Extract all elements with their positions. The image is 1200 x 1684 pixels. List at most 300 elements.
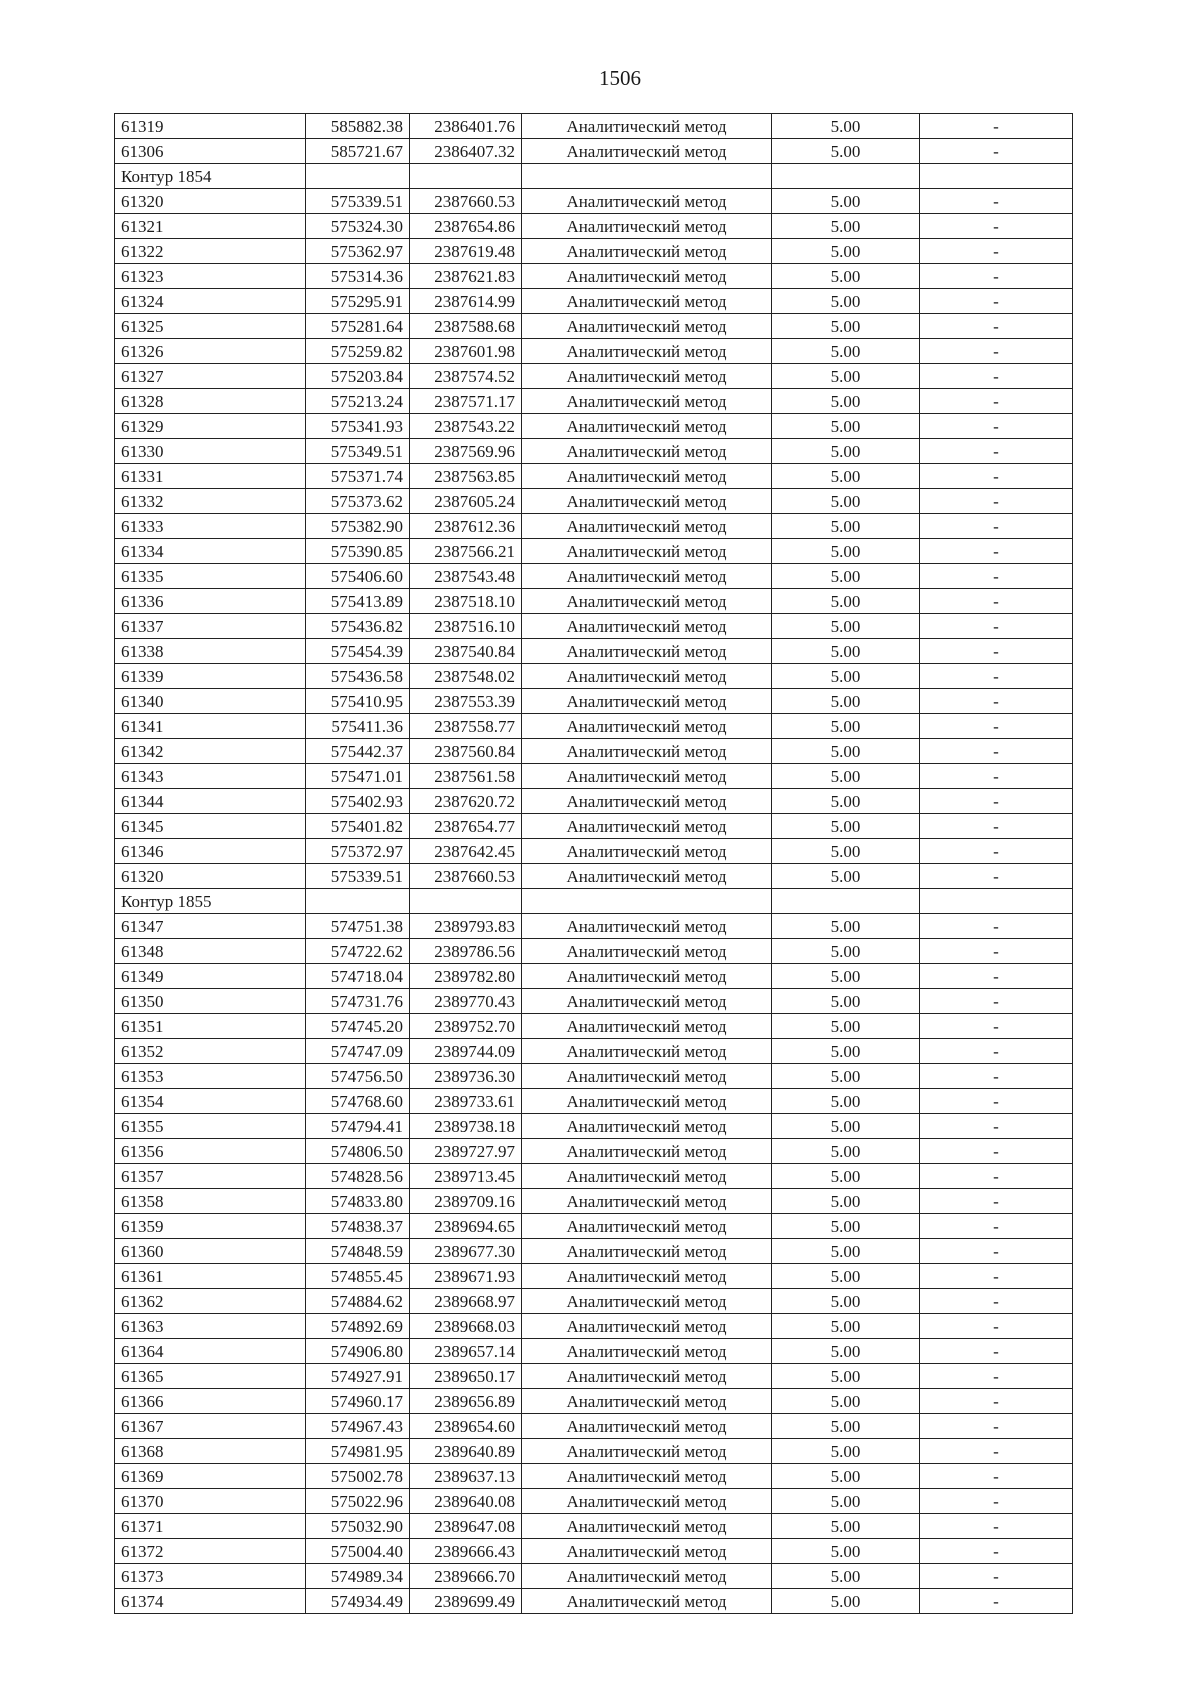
x-coordinate-cell: 575371.74 [306,464,410,489]
accuracy-cell: 5.00 [772,514,920,539]
x-coordinate-cell: 575436.82 [306,614,410,639]
accuracy-cell: 5.00 [772,1064,920,1089]
point-id-cell: 61356 [115,1139,306,1164]
y-coordinate-cell: 2387660.53 [410,864,522,889]
accuracy-cell: 5.00 [772,1039,920,1064]
method-cell: Аналитический метод [522,589,772,614]
method-cell: Аналитический метод [522,1389,772,1414]
y-coordinate-cell: 2389782.80 [410,964,522,989]
x-coordinate-cell: 575339.51 [306,189,410,214]
y-coordinate-cell: 2389637.13 [410,1464,522,1489]
table-row [115,964,1073,989]
accuracy-cell: 5.00 [772,589,920,614]
x-coordinate-cell: 575373.62 [306,489,410,514]
point-id-cell: 61358 [115,1189,306,1214]
y-coordinate-cell: 2389738.18 [410,1114,522,1139]
table-row [115,1014,1073,1039]
point-id-cell: 61349 [115,964,306,989]
point-id-cell: 61361 [115,1264,306,1289]
accuracy-cell: 5.00 [772,464,920,489]
accuracy-cell: 5.00 [772,1414,920,1439]
accuracy-cell: 5.00 [772,339,920,364]
accuracy-cell: 5.00 [772,939,920,964]
accuracy-cell: 5.00 [772,239,920,264]
method-cell: Аналитический метод [522,339,772,364]
table-row [115,764,1073,789]
table-row [115,1239,1073,1264]
x-coordinate-cell: 575442.37 [306,739,410,764]
x-coordinate-cell: 575349.51 [306,439,410,464]
method-cell: Аналитический метод [522,1164,772,1189]
y-coordinate-cell: 2387660.53 [410,189,522,214]
point-id-cell: 61330 [115,439,306,464]
point-id-cell: 61362 [115,1289,306,1314]
method-cell: Аналитический метод [522,614,772,639]
method-cell: Аналитический метод [522,564,772,589]
method-cell: Аналитический метод [522,1364,772,1389]
y-coordinate-cell: 2387612.36 [410,514,522,539]
x-coordinate-cell: 574989.34 [306,1564,410,1589]
method-cell: Аналитический метод [522,489,772,514]
table-row [115,1314,1073,1339]
point-id-cell: 61371 [115,1514,306,1539]
y-coordinate-cell: 2387654.86 [410,214,522,239]
x-coordinate-cell: 574794.41 [306,1114,410,1139]
table-row [115,1064,1073,1089]
point-id-cell: 61357 [115,1164,306,1189]
empty-cell [920,889,1073,914]
x-coordinate-cell: 575314.36 [306,264,410,289]
table-row [115,639,1073,664]
accuracy-cell: 5.00 [772,1114,920,1139]
note-cell: - [920,189,1073,214]
y-coordinate-cell: 2389657.14 [410,1339,522,1364]
y-coordinate-cell: 2389640.08 [410,1489,522,1514]
point-id-cell: 61335 [115,564,306,589]
y-coordinate-cell: 2387516.10 [410,614,522,639]
accuracy-cell: 5.00 [772,414,920,439]
table-row [115,139,1073,164]
accuracy-cell: 5.00 [772,714,920,739]
table-row [115,214,1073,239]
accuracy-cell: 5.00 [772,989,920,1014]
y-coordinate-cell: 2387614.99 [410,289,522,314]
x-coordinate-cell: 575295.91 [306,289,410,314]
accuracy-cell: 5.00 [772,1214,920,1239]
accuracy-cell: 5.00 [772,314,920,339]
point-id-cell: 61360 [115,1239,306,1264]
method-cell: Аналитический метод [522,239,772,264]
x-coordinate-cell: 575372.97 [306,839,410,864]
note-cell: - [920,1489,1073,1514]
accuracy-cell: 5.00 [772,1564,920,1589]
x-coordinate-cell: 575413.89 [306,589,410,614]
accuracy-cell: 5.00 [772,1589,920,1614]
table-row [115,539,1073,564]
method-cell: Аналитический метод [522,1439,772,1464]
table-row [115,289,1073,314]
note-cell: - [920,314,1073,339]
note-cell: - [920,764,1073,789]
table-row [115,664,1073,689]
method-cell: Аналитический метод [522,964,772,989]
table-row [115,1339,1073,1364]
table-row [115,239,1073,264]
method-cell: Аналитический метод [522,1114,772,1139]
method-cell: Аналитический метод [522,1239,772,1264]
accuracy-cell: 5.00 [772,1164,920,1189]
y-coordinate-cell: 2387561.58 [410,764,522,789]
point-id-cell: 61344 [115,789,306,814]
x-coordinate-cell: 574884.62 [306,1289,410,1314]
table-row [115,264,1073,289]
note-cell: - [920,839,1073,864]
note-cell: - [920,964,1073,989]
point-id-cell: 61336 [115,589,306,614]
point-id-cell: 61346 [115,839,306,864]
note-cell: - [920,1464,1073,1489]
note-cell: - [920,539,1073,564]
method-cell: Аналитический метод [522,1089,772,1114]
note-cell: - [920,1439,1073,1464]
method-cell: Аналитический метод [522,1564,772,1589]
note-cell: - [920,514,1073,539]
accuracy-cell: 5.00 [772,1239,920,1264]
note-cell: - [920,864,1073,889]
method-cell: Аналитический метод [522,1414,772,1439]
accuracy-cell: 5.00 [772,439,920,464]
note-cell: - [920,689,1073,714]
empty-cell [306,164,410,189]
point-id-cell: 61322 [115,239,306,264]
y-coordinate-cell: 2387601.98 [410,339,522,364]
table-row [115,1589,1073,1614]
table-row [115,739,1073,764]
x-coordinate-cell: 575454.39 [306,639,410,664]
point-id-cell: 61366 [115,1389,306,1414]
note-cell: - [920,1514,1073,1539]
point-id-cell: 61332 [115,489,306,514]
y-coordinate-cell: 2389666.70 [410,1564,522,1589]
point-id-cell: 61368 [115,1439,306,1464]
accuracy-cell: 5.00 [772,1364,920,1389]
table-row [115,564,1073,589]
x-coordinate-cell: 575032.90 [306,1514,410,1539]
method-cell: Аналитический метод [522,464,772,489]
accuracy-cell: 5.00 [772,139,920,164]
y-coordinate-cell: 2389752.70 [410,1014,522,1039]
table-row [115,1514,1073,1539]
y-coordinate-cell: 2389699.49 [410,1589,522,1614]
table-row [115,414,1073,439]
x-coordinate-cell: 574960.17 [306,1389,410,1414]
note-cell: - [920,264,1073,289]
x-coordinate-cell: 574745.20 [306,1014,410,1039]
accuracy-cell: 5.00 [772,364,920,389]
x-coordinate-cell: 574722.62 [306,939,410,964]
y-coordinate-cell: 2389677.30 [410,1239,522,1264]
accuracy-cell: 5.00 [772,1014,920,1039]
y-coordinate-cell: 2389647.08 [410,1514,522,1539]
y-coordinate-cell: 2389709.16 [410,1189,522,1214]
x-coordinate-cell: 574718.04 [306,964,410,989]
note-cell: - [920,1014,1073,1039]
y-coordinate-cell: 2389733.61 [410,1089,522,1114]
empty-cell [772,889,920,914]
point-id-cell: 61320 [115,189,306,214]
table-row [115,1439,1073,1464]
x-coordinate-cell: 575339.51 [306,864,410,889]
method-cell: Аналитический метод [522,214,772,239]
y-coordinate-cell: 2387588.68 [410,314,522,339]
point-id-cell: 61354 [115,1089,306,1114]
table-row [115,789,1073,814]
table-row [115,1489,1073,1514]
y-coordinate-cell: 2389654.60 [410,1414,522,1439]
note-cell: - [920,1289,1073,1314]
x-coordinate-cell: 575022.96 [306,1489,410,1514]
table-row [115,989,1073,1014]
y-coordinate-cell: 2387518.10 [410,589,522,614]
x-coordinate-cell: 574768.60 [306,1089,410,1114]
note-cell: - [920,1139,1073,1164]
point-id-cell: 61363 [115,1314,306,1339]
method-cell: Аналитический метод [522,664,772,689]
y-coordinate-cell: 2389736.30 [410,1064,522,1089]
accuracy-cell: 5.00 [772,289,920,314]
y-coordinate-cell: 2389770.43 [410,989,522,1014]
contour-title: Контур 1855 [115,889,306,914]
method-cell: Аналитический метод [522,639,772,664]
y-coordinate-cell: 2387563.85 [410,464,522,489]
accuracy-cell: 5.00 [772,764,920,789]
x-coordinate-cell: 574747.09 [306,1039,410,1064]
x-coordinate-cell: 575341.93 [306,414,410,439]
table-row [115,439,1073,464]
note-cell: - [920,214,1073,239]
x-coordinate-cell: 575203.84 [306,364,410,389]
point-id-cell: 61326 [115,339,306,364]
method-cell: Аналитический метод [522,1464,772,1489]
table-row [115,1089,1073,1114]
method-cell: Аналитический метод [522,264,772,289]
accuracy-cell: 5.00 [772,1514,920,1539]
point-id-cell: 61359 [115,1214,306,1239]
accuracy-cell: 5.00 [772,264,920,289]
accuracy-cell: 5.00 [772,1389,920,1414]
point-id-cell: 61352 [115,1039,306,1064]
accuracy-cell: 5.00 [772,639,920,664]
note-cell: - [920,614,1073,639]
method-cell: Аналитический метод [522,1189,772,1214]
point-id-cell: 61345 [115,814,306,839]
note-cell: - [920,464,1073,489]
method-cell: Аналитический метод [522,1539,772,1564]
table-row [115,1164,1073,1189]
method-cell: Аналитический метод [522,914,772,939]
accuracy-cell: 5.00 [772,389,920,414]
note-cell: - [920,1039,1073,1064]
note-cell: - [920,1164,1073,1189]
table-row [115,1539,1073,1564]
x-coordinate-cell: 575436.58 [306,664,410,689]
accuracy-cell: 5.00 [772,489,920,514]
note-cell: - [920,739,1073,764]
y-coordinate-cell: 2387548.02 [410,664,522,689]
x-coordinate-cell: 585882.38 [306,114,410,139]
accuracy-cell: 5.00 [772,1289,920,1314]
point-id-cell: 61325 [115,314,306,339]
accuracy-cell: 5.00 [772,839,920,864]
coordinates-table-body [115,114,1073,1614]
y-coordinate-cell: 2389793.83 [410,914,522,939]
y-coordinate-cell: 2387642.45 [410,839,522,864]
x-coordinate-cell: 575401.82 [306,814,410,839]
y-coordinate-cell: 2389650.17 [410,1364,522,1389]
point-id-cell: 61331 [115,464,306,489]
x-coordinate-cell: 574855.45 [306,1264,410,1289]
y-coordinate-cell: 2387574.52 [410,364,522,389]
note-cell: - [920,914,1073,939]
note-cell: - [920,664,1073,689]
note-cell: - [920,389,1073,414]
note-cell: - [920,239,1073,264]
accuracy-cell: 5.00 [772,689,920,714]
point-id-cell: 61347 [115,914,306,939]
accuracy-cell: 5.00 [772,664,920,689]
point-id-cell: 61333 [115,514,306,539]
accuracy-cell: 5.00 [772,1539,920,1564]
point-id-cell: 61350 [115,989,306,1014]
coordinates-table [114,113,1073,1614]
y-coordinate-cell: 2389727.97 [410,1139,522,1164]
method-cell: Аналитический метод [522,864,772,889]
x-coordinate-cell: 575002.78 [306,1464,410,1489]
point-id-cell: 61327 [115,364,306,389]
note-cell: - [920,339,1073,364]
point-id-cell: 61364 [115,1339,306,1364]
table-row [115,489,1073,514]
y-coordinate-cell: 2387571.17 [410,389,522,414]
point-id-cell: 61338 [115,639,306,664]
method-cell: Аналитический метод [522,539,772,564]
x-coordinate-cell: 575362.97 [306,239,410,264]
method-cell: Аналитический метод [522,714,772,739]
y-coordinate-cell: 2387543.22 [410,414,522,439]
x-coordinate-cell: 575390.85 [306,539,410,564]
accuracy-cell: 5.00 [772,914,920,939]
y-coordinate-cell: 2387605.24 [410,489,522,514]
y-coordinate-cell: 2389640.89 [410,1439,522,1464]
x-coordinate-cell: 575406.60 [306,564,410,589]
method-cell: Аналитический метод [522,1289,772,1314]
point-id-cell: 61374 [115,1589,306,1614]
method-cell: Аналитический метод [522,414,772,439]
note-cell: - [920,1114,1073,1139]
accuracy-cell: 5.00 [772,1139,920,1164]
table-row [115,1189,1073,1214]
note-cell: - [920,989,1073,1014]
accuracy-cell: 5.00 [772,1089,920,1114]
y-coordinate-cell: 2389668.03 [410,1314,522,1339]
y-coordinate-cell: 2387553.39 [410,689,522,714]
y-coordinate-cell: 2387558.77 [410,714,522,739]
point-id-cell: 61329 [115,414,306,439]
table-row [115,714,1073,739]
point-id-cell: 61320 [115,864,306,889]
y-coordinate-cell: 2387540.84 [410,639,522,664]
table-row [115,389,1073,414]
point-id-cell: 61343 [115,764,306,789]
accuracy-cell: 5.00 [772,1314,920,1339]
method-cell: Аналитический метод [522,989,772,1014]
accuracy-cell: 5.00 [772,739,920,764]
y-coordinate-cell: 2389713.45 [410,1164,522,1189]
accuracy-cell: 5.00 [772,614,920,639]
note-cell: - [920,139,1073,164]
point-id-cell: 61321 [115,214,306,239]
note-cell: - [920,814,1073,839]
empty-cell [522,164,772,189]
table-row [115,1039,1073,1064]
method-cell: Аналитический метод [522,1214,772,1239]
method-cell: Аналитический метод [522,1039,772,1064]
point-id-cell: 61372 [115,1539,306,1564]
table-row [115,314,1073,339]
note-cell: - [920,589,1073,614]
note-cell: - [920,1389,1073,1414]
accuracy-cell: 5.00 [772,1439,920,1464]
x-coordinate-cell: 574828.56 [306,1164,410,1189]
accuracy-cell: 5.00 [772,214,920,239]
point-id-cell: 61355 [115,1114,306,1139]
point-id-cell: 61340 [115,689,306,714]
note-cell: - [920,1314,1073,1339]
y-coordinate-cell: 2387566.21 [410,539,522,564]
x-coordinate-cell: 575471.01 [306,764,410,789]
point-id-cell: 61323 [115,264,306,289]
accuracy-cell: 5.00 [772,189,920,214]
method-cell: Аналитический метод [522,814,772,839]
note-cell: - [920,439,1073,464]
accuracy-cell: 5.00 [772,789,920,814]
table-row [115,1414,1073,1439]
table-row [115,464,1073,489]
y-coordinate-cell: 2387654.77 [410,814,522,839]
x-coordinate-cell: 574833.80 [306,1189,410,1214]
accuracy-cell: 5.00 [772,564,920,589]
contour-title: Контур 1854 [115,164,306,189]
contour-header-row [115,889,1073,914]
y-coordinate-cell: 2387543.48 [410,564,522,589]
note-cell: - [920,1339,1073,1364]
point-id-cell: 61348 [115,939,306,964]
table-row [115,1214,1073,1239]
note-cell: - [920,564,1073,589]
x-coordinate-cell: 574927.91 [306,1364,410,1389]
table-row [115,589,1073,614]
note-cell: - [920,289,1073,314]
method-cell: Аналитический метод [522,1314,772,1339]
point-id-cell: 61328 [115,389,306,414]
table-row [115,364,1073,389]
method-cell: Аналитический метод [522,689,772,714]
x-coordinate-cell: 574906.80 [306,1339,410,1364]
accuracy-cell: 5.00 [772,1189,920,1214]
accuracy-cell: 5.00 [772,1464,920,1489]
table-row [115,814,1073,839]
note-cell: - [920,489,1073,514]
